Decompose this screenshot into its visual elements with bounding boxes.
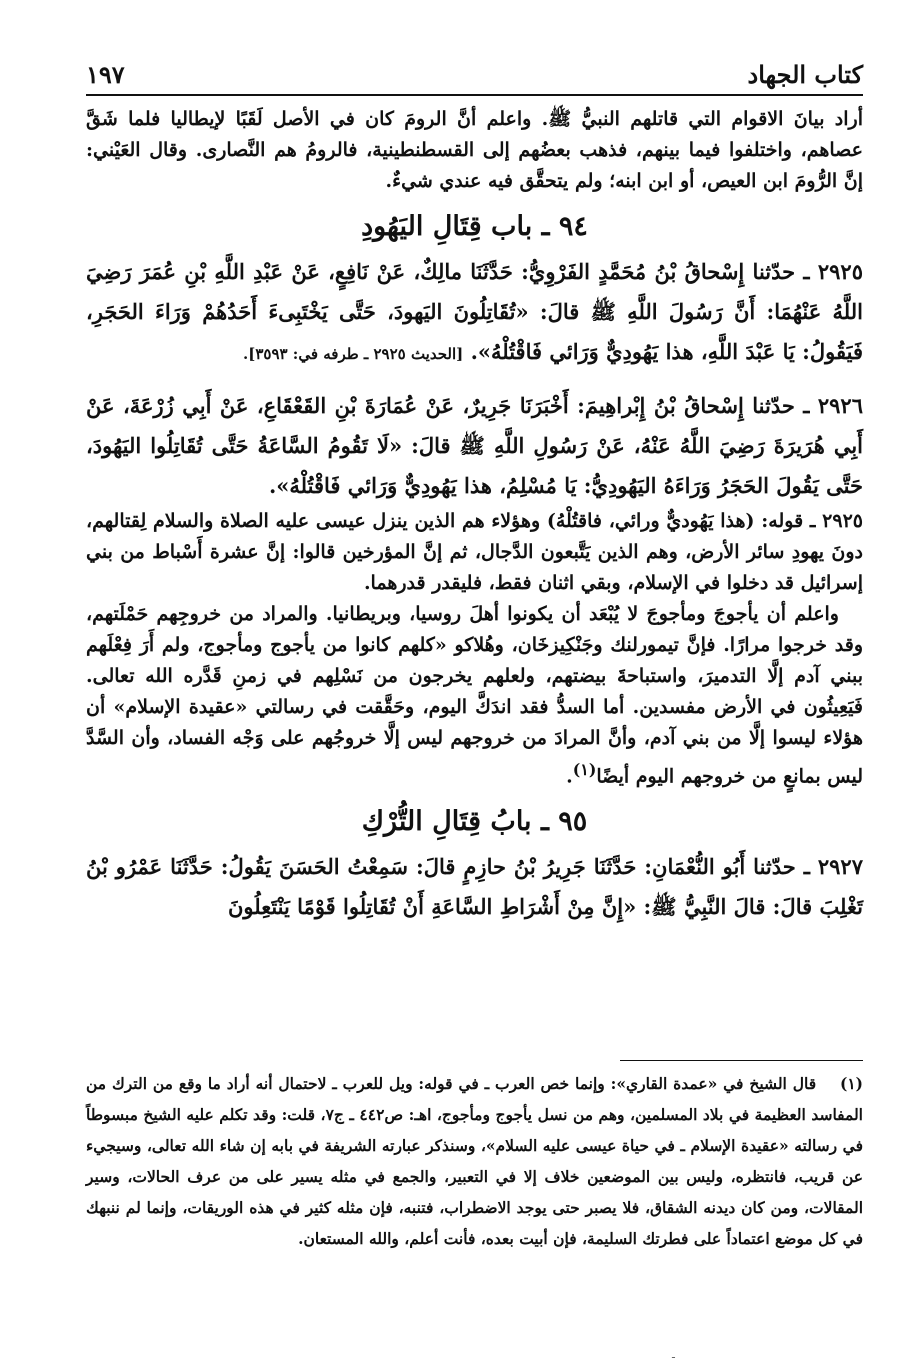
- hadith-2925: [86, 252, 863, 374]
- footnote-number: (١): [840, 1074, 864, 1093]
- footnote: [86, 1068, 863, 1254]
- hadith-2925-ref: [الحديث ٢٩٢٥ ـ طرفه في: ٣٥٩٣].: [243, 345, 464, 363]
- intro-paragraph: أراد بيانَ الاقوام التي قاتلهم النبيُّ ﷺ. واعلم أنَّ الرومَ كان في الأصل لَقَبًا لإيطاليا فلما شَقَّ عصاهم، واختلفوا فيما بينهم، فذهب بعضُهم إلى القسطنطينية، فالرومُ هم النَّصارى. وقال العَيْني: إنَّ الرُّومَ ابن العيص، أو ابن ابنه؛ ولم يتحقَّق فيه عندي شيءٌ.: [86, 108, 863, 192]
- hadith-2927: ٢٩٢٧ ـ حدّثنا أَبُو النُّعْمَانِ: حَدَّثَنَا جَرِيرُ بْنُ حازِمٍ قالَ: سَمِعْتُ الحَسَنَ يَقُولُ: حَدَّثَنَا عَمْرُو بْنُ تَغْلِبَ قالَ: قالَ النَّبِيُّ ﷺ: «إِنَّ مِنْ أَشْرَاطِ السَّاعَةِ أَنْ تُقَاتِلُوا قَوْمًا يَنْتَعِلُونَ: [86, 854, 863, 920]
- footnote-marker[interactable]: (١): [572, 760, 597, 779]
- running-header: [86, 56, 863, 92]
- commentary-gog-magog: واعلم أن يأجوجَ ومأجوجَ لا يُبْعَد أن يكونوا أهلَ روسيا، وبريطانيا. والمراد من خروجِهم حَمْلَتهم، وقد خرجوا مرارًا. فإنَّ تيمورلنك وجَنْكِيزخَان، وهُلاكو «كلهم كانوا من يأجوج ومأجوج، ولم أَرَ فِعْلَهم ببني آدم إلَّا التدميرَ، واستباحةَ بيضتهم، ولعلهم يخرجون من نَسْلِهم في زمنِ قَدَّره الله تعالى. فَيَعِيثُون في الأرض مفسدين. أما السدُّ فقد اندَكَّ اليوم، وحَقَّقت في رسالتي «عقيدة الإسلام» أن هؤلاء ليسوا إلَّا من بني آدم، وأنَّ المرادَ من خروجهم ليس إلَّا خروجُهم على وَجْه الفساد، وأن السَّدَّ ليس بمانعٍ من خروجهم اليوم أيضًا$^{(١)}$.: [86, 603, 863, 788]
- header-rule: [86, 94, 863, 96]
- commentary-gog-text: واعلم أن يأجوجَ ومأجوجَ لا يُبْعَد أن يكونوا أهلَ روسيا، وبريطانيا. والمراد من خروجِهم حَمْلَتهم، وقد خرجوا مرارًا. فإنَّ تيمورلنك وجَنْكِيزخَان، وهُلاكو «كلهم كانوا من يأجوج ومأجوج، ولم أَرَ فِعْلَهم ببني آدم إلَّا التدميرَ، واستباحةَ بيضتهم، ولعلهم يخرجون من نَسْلِهم في زمنِ قَدَّره الله تعالى. فَيَعِيثُون في الأرض مفسدين. أما السدُّ فقد اندَكَّ اليوم، وحَقَّقت في رسالتي «عقيدة الإسلام» أن هؤلاء ليسوا إلَّا من بني آدم، وأنَّ المرادَ من خروجهم ليس إلَّا خروجُهم على وَجْه الفساد، وأن السَّدَّ ليس بمانعٍ من خروجهم اليوم أيضًا: [86, 603, 863, 788]
- hadith-2926: ٢٩٢٦ ـ حدّثنا إِسْحاقُ بْنُ إِبْراهِيمَ: أَخْبَرَنَا جَرِيرٌ، عَنْ عُمَارَةَ بْنِ القَعْقَاعِ، عَنْ أَبِي زُرْعَةَ، عَنْ أَبِي هُرَيرَةَ رَضِيَ اللَّهُ عَنْهُ، عَنْ رَسُولِ اللَّهِ ﷺ قالَ: «لَا تَقُومُ السَّاعَةُ حَتَّى تُقَاتِلُوا اليَهُودَ، حَتَّى يَقُولَ الحَجَرُ وَرَاءَهُ اليَهُودِيُّ: يَا مُسْلِمُ، هذا يَهُودِيٌّ وَرَائي فَاقْتُلْهُ».: [86, 393, 863, 498]
- main-text: [86, 104, 863, 927]
- spacer: [86, 374, 863, 386]
- book-title: كتاب الجهاد: [747, 59, 863, 89]
- scan-mark: ـ: [672, 1350, 675, 1361]
- footnote-rule: [620, 1060, 863, 1061]
- hadith-2925-text: ٢٩٢٥ ـ حدّثنا إِسْحاقُ بْنُ مُحَمَّدٍ الفَرْوِيُّ: حَدَّثَنَا مالِكٌ، عَنْ نَافِعٍ، عَنْ عَبْدِ اللَّهِ بْنِ عُمَرَ رَضِيَ اللَّهُ عَنْهُمَا: أَنَّ رَسُولَ اللَّهِ ﷺ قالَ: «تُقَاتِلُونَ اليَهودَ، حَتَّى يَخْتَبِىءَ أَحَدُهُمْ وَرَاءَ الحَجَرِ، فَيَقُولُ: يَا عَبْدَ اللَّهِ، هذا يَهُودِيٌّ وَرَائي فَاقْتُلْهُ».: [86, 259, 863, 364]
- commentary-2925: ٢٩٢٥ ـ قوله: (هذا يَهُوديٌّ ورائي، فاقتُلْهُ) وهؤلاء هم الذين ينزل عيسى عليه الصلاة والسلام لِقتالهم، دونَ يهودِ سائر الأرض، وهم الذين يَتَّبعون الدَّجال، ثم إنَّ المؤرخين قالوا: إنَّ عشرة أَسْباط من بني إسرائيل قد دخلوا في الإسلام، وبقي اثنان فقط، فليقدر قدرهما.: [86, 510, 863, 594]
- chapter-94-heading: ٩٤ ـ باب قِتَالِ اليَهُودِ: [361, 211, 588, 242]
- chapter-95-heading: ٩٥ ـ بابُ قِتَالِ التُّرْكِ: [361, 806, 588, 838]
- page-number: ١٩٧: [86, 59, 125, 89]
- footnote-text: قال الشيخ في «عمدة القاري»: وإنما خص العرب ـ في قوله: ويل للعرب ـ لاحتمال أنه أراد ما وقع من الترك من المفاسد العظيمة في بلاد المسلمين، وهم من نسل يأجوج ومأجوج، اهـ: ص٤٤٢ ـ ج٧، قلت: وقد تكلم عليه الشيخ مبسوطاً في رسالته «عقيدة الإسلام ـ في حياة عيسى عليه السلام»، وسنذكر عبارته الشريفة في بابه إن شاء الله تعالى، وسيجيء عن قريب، فانتظره، وليس بين الموضعين خلاف إلا في التعبير، والجمع في مثله يسير على من عرف الحالات، وسير المقالات، ومن كان ديدنه الشقاق، فلا يصبر حتى يوجد الاضطراب، فتنبه، فإن مثله كثير في هذه الوريقات، وإنما لم ننبهك في كل موضع اعتماداً على فطرتك السليمة، فإن أبيت بعده، فأنت أعلم، والله المستعان.: [86, 1074, 863, 1248]
